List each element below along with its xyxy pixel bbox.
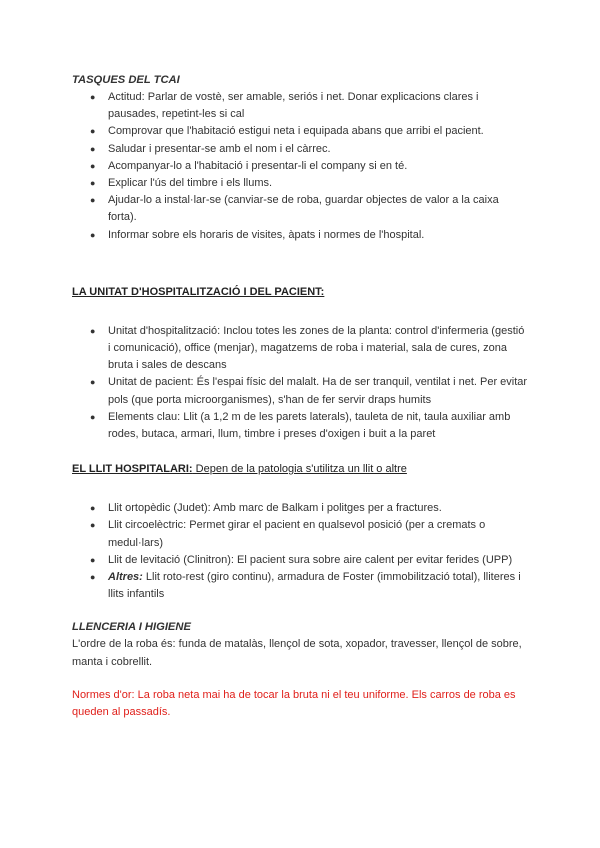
bullet-icon: ●: [90, 572, 96, 583]
bullet-icon: ●: [90, 411, 96, 422]
list-item-text: Informar sobre els horaris de visites, àpats i normes de l'hospital.: [108, 228, 425, 241]
bullet-icon: ●: [90, 554, 96, 565]
bullet-icon: ●: [90, 160, 96, 171]
list-item: [72, 323, 528, 375]
list-item-text: Llit de levitació (Clinitron): El pacient sura sobre aire calent per evitar ferides (UPP): [108, 553, 513, 566]
spacer: [72, 301, 528, 323]
bullet-icon: ●: [90, 195, 96, 206]
llenceria-heading: LLENCERIA I HIGIENE: [72, 621, 191, 634]
spacer: [72, 603, 528, 619]
spacer: [72, 443, 528, 461]
bullet-icon: ●: [90, 143, 96, 154]
list-item-text: Explicar l'ús del timbre i els llums.: [108, 177, 273, 190]
list-item: [72, 141, 528, 158]
bullet-icon: ●: [90, 520, 96, 531]
list-item-text: Llit circoelèctric: Permet girar el pacient en qualsevol posició (per a cremats o medul·lars): [108, 519, 486, 549]
section-tasques: [72, 72, 528, 244]
spacer: [72, 478, 528, 500]
section-llenceria: [72, 619, 528, 721]
list-item-text: Llit ortopèdic (Judet): Amb marc de Balkam i politges per a fractures.: [108, 502, 442, 515]
list-item: [72, 158, 528, 175]
list-item: [72, 552, 528, 569]
unitat-list: [72, 323, 528, 443]
list-item-text: Elements clau: Llit (a 1,2 m de les parets laterals), tauleta de nit, taula auxiliar amb rodes, butaca, armari, llum, timbre i preses d'oxigen i buit a la paret: [108, 410, 511, 441]
spacer: [72, 671, 528, 687]
list-item: [72, 175, 528, 192]
llenceria-note: Normes d'or: La roba neta mai ha de tocar la bruta ni el teu uniforme. Els carros de roba es queden al passadís.: [72, 688, 516, 719]
list-item: [72, 192, 528, 226]
llit-heading: [72, 461, 528, 478]
llenceria-text: L'ordre de la roba és: funda de matalàs, llençol de sota, xopador, travesser, llençol de sobre, manta i cobrellit.: [72, 638, 522, 668]
bullet-icon: ●: [90, 178, 96, 189]
spacer: [72, 244, 528, 284]
tasques-list: [72, 89, 528, 244]
list-item-text: Actitud: Parlar de vostè, ser amable, seriós i net. Donar explicacions clares i pausades, repetint-les si cal: [108, 91, 479, 121]
list-item-text: Unitat de pacient: És l'espai físic del malalt. Ha de ser tranquil, ventilat i net. Per evitar pols (que porta microorganismes), s'han de fer servir draps humits: [108, 376, 528, 406]
bullet-icon: ●: [90, 325, 96, 336]
section-unitat: [72, 284, 528, 443]
list-item: [72, 517, 528, 551]
list-item-text: Llit roto-rest (giro continu), armadura de Foster (immobilització total), lliteres i llits infantils: [108, 571, 521, 601]
unitat-heading: LA UNITAT D'HOSPITALITZACIÓ I DEL PACIENT:: [72, 285, 325, 298]
list-item: [72, 89, 528, 123]
list-item-text: Unitat d'hospitalització: Inclou totes les zones de la planta: control d'infermeria (gestió i comunicació), office (menjar), magatzems de roba i material, sala de cures, zona bruta i sales de descans: [108, 324, 525, 372]
list-item: [72, 409, 528, 443]
list-item-lead: Altres:: [108, 571, 143, 584]
list-item: [72, 227, 528, 244]
list-item: [72, 374, 528, 408]
bullet-icon: ●: [90, 377, 96, 388]
bullet-icon: ●: [90, 126, 96, 137]
tasques-heading: TASQUES DEL TCAI: [72, 74, 180, 86]
list-item-text: Saludar i presentar-se amb el nom i el càrrec.: [108, 142, 331, 155]
section-llit: [72, 461, 528, 603]
list-item-text: Acompanyar-lo a l'habitació i presentar-li el company si en té.: [108, 159, 408, 172]
bullet-icon: ●: [90, 92, 96, 102]
list-item: [72, 123, 528, 140]
list-item-text: Ajudar-lo a instal·lar-se (canviar-se de roba, guardar objectes de valor a la caixa forta).: [108, 194, 499, 224]
llit-list: [72, 500, 528, 603]
bullet-icon: ●: [90, 229, 96, 240]
llit-heading-subtitle: Depen de la patologia s'utilitza un llit o altre: [192, 463, 407, 476]
list-item: [72, 500, 528, 517]
list-item: [72, 569, 528, 603]
bullet-icon: ●: [90, 503, 96, 514]
llit-heading-title: EL LLIT HOSPITALARI:: [72, 463, 193, 476]
list-item-text: Comprovar que l'habitació estigui neta i equipada abans que arribi el pacient.: [108, 125, 484, 138]
